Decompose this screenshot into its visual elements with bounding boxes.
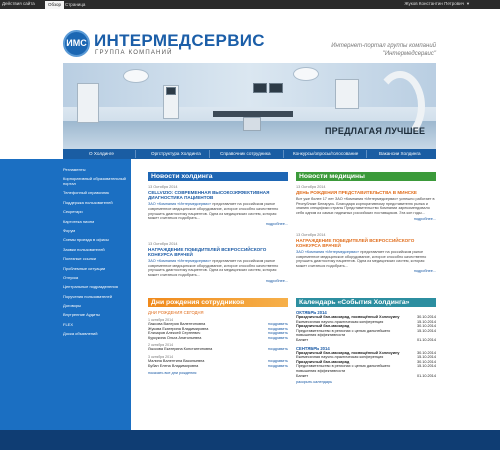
medicine-news-block: [296, 172, 436, 273]
ceiling-display-icon: [335, 79, 359, 109]
top-ribbon: [0, 0, 500, 9]
event-date: 15.10.2014: [416, 355, 436, 360]
news-body: [296, 197, 436, 215]
medicine-news-title[interactable]: Новости медицины: [296, 172, 436, 181]
news-headline[interactable]: CELLVIZIO: СОВРЕМЕННАЯ ВЫСОКОЭФФЕКТИВНАЯ ДИАГНОСТИКА ПАЦИЕНТОВ: [148, 190, 270, 201]
footer-band: [0, 430, 500, 450]
sidebar-item-user-requests[interactable]: Заявки пользователей: [63, 247, 105, 252]
congratulate-link[interactable]: поздравить: [267, 363, 288, 368]
news-headline[interactable]: НАГРАЖДЕНИЕ ПОБЕДИТЕЛЕЙ ВСЕРОССИЙСКОГО КОНКУРСА ВРАЧЕЙ: [296, 237, 415, 248]
news-headline[interactable]: ДЕНЬ РОЖДЕНИЯ ПРЕДСТАВИТЕЛЬСТВА В МИНСКЕ: [296, 190, 417, 195]
open-calendar-link[interactable]: раскрыть календарь: [296, 380, 333, 385]
sidebar-item-education-portal[interactable]: Корпоративный образовательный портал: [63, 177, 126, 186]
event-title[interactable]: Ежемесячная научно-практическая конференция: [296, 355, 384, 360]
congratulate-link[interactable]: поздравить: [267, 347, 288, 352]
birthdays-block: [148, 298, 288, 375]
chevron-down-icon[interactable]: ▼: [466, 1, 470, 6]
calendar-event: [296, 329, 436, 338]
event-title[interactable]: Ежемесячная научно-практическая конференция: [296, 319, 384, 324]
event-date: 01.10.2014: [416, 337, 436, 342]
logo-subtitle: ГРУППА КОМПАНИЙ: [95, 50, 173, 56]
event-date: 30.10.2014: [416, 350, 436, 355]
event-date: 15.10.2014: [416, 319, 436, 324]
sidebar-menu: [63, 168, 131, 342]
birthday-date: 2 октября 2014: [148, 343, 174, 348]
holding-news-title[interactable]: Новости холдинга: [148, 172, 288, 181]
sidebar-item-flex[interactable]: FLEX: [63, 322, 74, 327]
calendar-block: [296, 298, 436, 384]
person-name: Куркукина Ольга Анатольевна: [148, 335, 202, 340]
person-name: Лыскова Екатерина Константиновна: [148, 347, 213, 352]
calendar-event: [296, 364, 436, 373]
sidebar-item-useful-links[interactable]: Полезные ссылки: [63, 257, 96, 262]
news-text: представляет на российском рынке современное медицинское оборудование, которое способно качественно улучшить диагностику пациентов. Одна из медицинских систем, которая может считаться подобрать...: [148, 259, 279, 277]
congratulate-link[interactable]: поздравить: [267, 358, 288, 363]
news-body: [296, 250, 436, 268]
person-name: Бубан Елена Владимировна: [148, 363, 199, 368]
company-link[interactable]: ЗАО «Компания «Интермедсервис»: [148, 202, 212, 207]
congratulate-link[interactable]: поздравить: [267, 322, 288, 326]
surgical-lamp-icon: [293, 67, 319, 81]
nav-vacancies[interactable]: Вакансии Холдинга: [379, 151, 421, 156]
news-text: Вот уже более 17 лет ЗАО «Компания «Интермедсервис» успешно работает в Республике Беларусь. Благодаря корпоративному представителю рынка и знанию специфики страны Представительство Компании зарекомендовало себя одним из самых надежных российских поставщиков. Зта кон годы...: [296, 197, 435, 215]
sidebar-item-phonebook[interactable]: Телефонный справочник: [63, 191, 110, 196]
user-menu[interactable]: Жуков Константин Петрович: [404, 1, 464, 6]
logo-icon[interactable]: ИМС: [63, 30, 90, 57]
logo-title[interactable]: ИНТЕРМЕДСЕРВИС: [94, 31, 265, 50]
person-name: Елизаров Алексей Сергеевич: [148, 331, 201, 336]
sidebar-item-office-maps[interactable]: Схемы проезда в офисы: [63, 238, 109, 243]
calendar-title[interactable]: Календарь «События Холдинга»: [296, 298, 436, 307]
event-date: 15.10.2014: [416, 364, 436, 369]
news-body: [148, 202, 288, 220]
event-date: 30.10.2014: [416, 324, 436, 329]
event-date: 30.10.2014: [416, 359, 436, 364]
site-header: [0, 9, 500, 63]
birthday-date: 1 октября 2014: [148, 318, 174, 322]
calendar-event: [296, 338, 436, 343]
sidebar-item-secretaries[interactable]: Секретари: [63, 210, 83, 215]
nav-about[interactable]: О Холдинге: [89, 151, 114, 156]
event-date: 15.10.2014: [416, 328, 436, 333]
event-title[interactable]: Праздничный бал-маскарад, посвящённый Хэллоуину: [296, 350, 400, 355]
site-actions-menu[interactable]: Действия сайта: [2, 1, 35, 6]
more-link[interactable]: подробнее...: [265, 278, 288, 283]
hero-banner: [63, 63, 436, 149]
sidebar-item-internal-audits[interactable]: Внутренние Аудиты: [63, 313, 100, 318]
news-date: 13 Октября 2014: [148, 241, 178, 246]
news-headline[interactable]: НАГРАЖДЕНИЕ ПОБЕДИТЕЛЕЙ ВСЕРОССИЙСКОГО КОНКУРСА ВРАЧЕЙ: [148, 246, 267, 257]
holding-news-block: [148, 172, 288, 283]
tab-page[interactable]: Страница: [65, 2, 86, 7]
sidebar-item-forum[interactable]: Форум: [63, 228, 76, 233]
event-title[interactable]: Представительство в регионах с целью дальнейшего повышения эффективности: [296, 328, 391, 338]
news-date: 13 Октября 2014: [296, 232, 326, 237]
nav-org-structure[interactable]: Оргструктура Холдинга: [151, 151, 201, 156]
news-body: [148, 259, 288, 277]
sidebar-item-user-support[interactable]: Поддержка пользователей: [63, 200, 113, 205]
congratulate-link[interactable]: поздравить: [267, 335, 288, 340]
birthday-row: [148, 336, 288, 341]
event-date: 01.10.2014: [416, 373, 436, 378]
sidebar-item-central-divisions[interactable]: Центральные подразделения: [63, 285, 118, 290]
operating-table-base-icon: [243, 117, 261, 131]
monitor-icon: [269, 83, 283, 93]
sidebar-item-problems[interactable]: Проблемные ситуации: [63, 266, 106, 271]
tab-browse[interactable]: Обзор: [45, 1, 64, 9]
sidebar-item-vacations[interactable]: Отпуска: [63, 275, 79, 280]
birthday-date: 3 октября 2014: [148, 354, 174, 359]
news-text: представляет на российском рынке современное медицинское оборудование, которое способно качественно улучшить диагностику пациентов. Одна из медицинских систем, которая может считаться подобрать...: [148, 202, 279, 221]
portal-title: Интернет-портал группы компаний "Интермедсервис": [331, 43, 436, 57]
sidebar-item-contracts[interactable]: Договоры: [63, 304, 81, 309]
birthday-row: [148, 364, 288, 369]
nav-contests-polls[interactable]: Конкурсы/опросы/голосование: [293, 151, 359, 156]
company-link[interactable]: ЗАО «Компания «Интермедсервис»: [148, 259, 212, 264]
main-nav: [63, 149, 436, 159]
more-link[interactable]: подробнее...: [265, 221, 288, 226]
sidebar-item-user-tasks[interactable]: Поручения пользователей: [63, 294, 112, 299]
all-birthdays-link[interactable]: показать все дни рождения: [148, 371, 197, 376]
sidebar-item-letters[interactable]: Картотека писем: [63, 219, 95, 224]
event-title[interactable]: Праздничный бал-маскарад: [296, 324, 350, 329]
event-date: 30.10.2014: [416, 315, 436, 319]
surgical-lamp-icon: [123, 69, 149, 83]
more-link[interactable]: подробнее...: [413, 269, 436, 274]
calendar-month: СЕНТЯБРЬ 2014: [296, 345, 330, 351]
news-date: 13 Октября 2014: [148, 185, 178, 189]
person-name: Лаксова Валерия Валентиновна: [148, 322, 206, 326]
company-link[interactable]: ЗАО «Компания «Интермедсервис»: [296, 249, 360, 254]
birthdays-title[interactable]: Дни рождения сотрудников: [148, 298, 288, 307]
monitor-icon: [253, 83, 267, 93]
news-date: 13 Октября 2014: [296, 185, 326, 189]
event-title[interactable]: Представительство в регионах с целью дальнейшего повышения эффективности: [296, 364, 391, 373]
nav-divider: [283, 150, 284, 158]
congratulate-link[interactable]: поздравить: [267, 331, 288, 336]
event-title[interactable]: Праздничный бал-маскарад, посвящённый Хэллоуину: [296, 315, 400, 319]
news-text: представляет на российском рынке современное медицинское оборудование, которое способно качественно улучшить диагностику пациентов. Одна из медицинских систем, которая может считаться подобрать...: [296, 249, 427, 268]
person-name: Жукова Екатерина Владимировна: [148, 326, 209, 331]
medical-cabinet-icon: [77, 83, 99, 123]
nav-employee-directory[interactable]: Справочник сотрудника: [220, 151, 271, 156]
birthday-row: [148, 347, 288, 352]
sidebar-item-bulletin-board[interactable]: Доска объявлений: [63, 332, 98, 337]
congratulate-link[interactable]: поздравить: [267, 326, 288, 331]
nav-divider: [135, 150, 136, 158]
more-link[interactable]: подробнее...: [413, 216, 436, 221]
monitor-icon: [166, 87, 176, 95]
event-title[interactable]: Банкет: [296, 337, 309, 342]
birthdays-subtitle: ДНИ РОЖДЕНИЯ СЕГОДНЯ: [148, 310, 204, 315]
calendar-event: [296, 374, 436, 379]
nav-divider: [366, 150, 367, 158]
page-margin: [436, 159, 500, 450]
nav-divider: [209, 150, 210, 158]
person-name: Малина Валентина Васильевна: [148, 358, 205, 363]
event-title[interactable]: Банкет: [296, 373, 309, 378]
event-title[interactable]: Праздничный бал-маскарад: [296, 359, 350, 364]
banner-slogan: ПРЕДЛАГАЯ ЛУЧШЕЕ: [325, 126, 426, 136]
sidebar-item-regulations[interactable]: Регламенты: [63, 168, 86, 172]
calendar-month: ОКТЯБРЬ 2014: [296, 310, 327, 315]
